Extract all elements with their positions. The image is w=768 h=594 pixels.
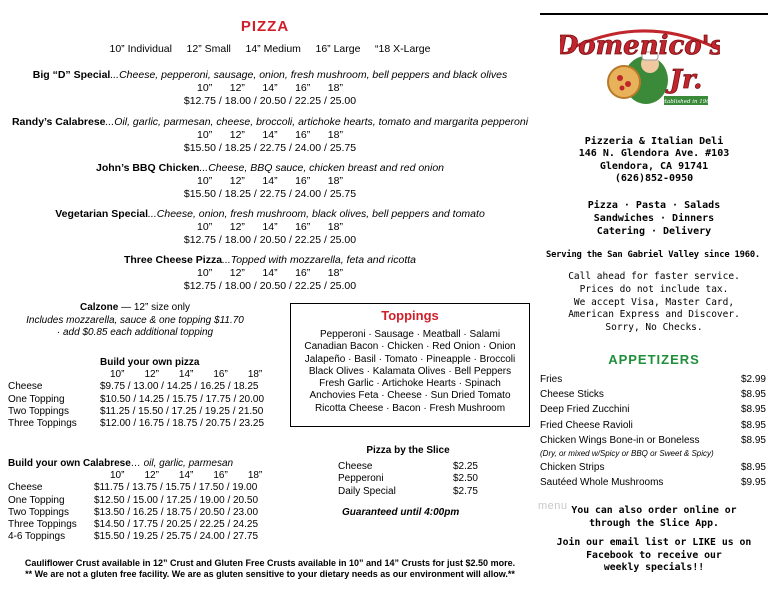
item-name: Sautéed Whole Mushrooms xyxy=(540,477,664,489)
size-label: 16” xyxy=(213,369,228,381)
list-item xyxy=(540,387,766,402)
item-desc: ...Cheese, onion, fresh mushroom, black olives, bell peppers and tomato xyxy=(148,208,485,220)
pizza-item xyxy=(0,69,540,108)
row-prices: $12.00 / 16.75 / 18.75 / 20.75 / 23.25 xyxy=(100,418,265,430)
item-sizes: 10” 12” 14” 16” 18” xyxy=(197,267,343,279)
join-line: Join our email list or LIKE us on xyxy=(556,537,752,548)
table-row xyxy=(8,394,264,406)
size-label: 10” xyxy=(110,369,125,381)
row-label: Two Toppings xyxy=(8,405,69,417)
item-prices: $15.50 / 18.25 / 22.75 / 24.00 / 25.75 xyxy=(183,142,357,154)
item-name: Vegetarian Special xyxy=(55,208,149,220)
list-item xyxy=(540,475,766,490)
item-sizes: 10” 12” 14” 16” 18” xyxy=(197,129,343,141)
row-prices: $15.50 / 19.25 / 25.75 / 24.00 / 27.75 xyxy=(94,531,259,543)
watermark: menu xyxy=(538,500,568,512)
footer-crust-note: Cauliflower Crust available in 12” Crust and Gluten Free Crusts available in 10” and 14” Crusts for just $2.50 more. xyxy=(24,558,516,568)
item-name: Chicken Wings Bone-in or Boneless xyxy=(540,434,700,446)
row-label: One Topping xyxy=(8,393,65,405)
pizza-item xyxy=(0,208,540,247)
toppings-list xyxy=(291,329,529,415)
item-prices: $12.75 / 18.00 / 20.50 / 22.25 / 25.00 xyxy=(183,95,357,107)
calzone-line2: · add $0.85 each additional topping xyxy=(56,327,214,338)
row-price: $2.50 xyxy=(452,473,478,484)
calzone-name: Calzone xyxy=(79,302,119,313)
contact-line: Pizzeria & Italian Deli xyxy=(584,136,724,147)
item-price: $8.95 xyxy=(740,389,766,401)
size-label: 12” xyxy=(144,470,159,482)
item-name: John’s BBQ Chicken xyxy=(95,162,200,174)
item-desc: ...Cheese, pepperoni, sausage, onion, fresh mushroom, bell peppers and black olives xyxy=(110,69,508,81)
services-line: Catering · Delivery xyxy=(596,226,712,237)
online-line: through the Slice App. xyxy=(589,517,719,529)
toppings-line: Pepperoni · Sausage · Meatball · Salami xyxy=(319,329,501,340)
row-label: Pepperoni xyxy=(338,473,384,484)
row-label: Three Toppings xyxy=(8,519,77,531)
size-label: 16” xyxy=(213,470,228,482)
row-label: Two Toppings xyxy=(8,506,69,518)
row-label: One Topping xyxy=(8,494,65,506)
toppings-line: Ricotta Cheese · Bacon · Fresh Mushroom xyxy=(314,402,506,414)
item-price: $8.95 xyxy=(740,404,766,416)
size-label: 18” xyxy=(247,470,263,482)
row-label: 4-6 Toppings xyxy=(8,531,66,543)
note-line: Prices do not include tax. xyxy=(579,283,729,295)
toppings-line: Canadian Bacon · Chicken · Red Onion · Onion xyxy=(304,341,516,353)
size-label: 12” xyxy=(144,369,159,381)
row-label: Cheese xyxy=(338,460,373,472)
pizza-sizes: 10” Individual 12” Small 14” Medium 16” Large “18 X-Large xyxy=(109,43,431,55)
calzone-line1: Includes mozzarella, sauce & one topping $11.70 xyxy=(26,314,244,326)
item-price: $8.95 xyxy=(740,461,766,473)
pizza-heading: PIZZA xyxy=(240,18,290,35)
toppings-line: Fresh Garlic · Artichoke Hearts · Spinach xyxy=(319,378,501,390)
appetizers-list xyxy=(540,372,766,490)
row-prices: $11.75 / 13.75 / 15.75 / 17.50 / 19.00 xyxy=(94,482,258,494)
byo-pizza-section xyxy=(8,357,264,430)
services-line: Pizza · Pasta · Salads xyxy=(587,200,721,211)
row-prices: $12.50 / 15.00 / 17.25 / 19.00 / 20.50 xyxy=(94,494,259,506)
pizza-item xyxy=(0,116,540,155)
item-prices: $12.75 / 18.00 / 20.50 / 22.25 / 25.00 xyxy=(183,280,357,292)
note-line: American Express and Discover. xyxy=(568,309,740,321)
item-desc: ...Topped with mozzarella, feta and ricotta xyxy=(222,254,416,266)
item-desc: ...Cheese, BBQ sauce, chicken breast and red onion xyxy=(199,162,445,174)
row-label: Daily Special xyxy=(338,485,396,497)
item-name: Cheese Sticks xyxy=(540,389,604,401)
item-name: Three Cheese Pizza xyxy=(123,254,223,266)
join-note xyxy=(540,537,768,575)
item-prices: $12.75 / 18.00 / 20.50 / 22.25 / 25.00 xyxy=(183,234,357,246)
item-price: $8.95 xyxy=(740,419,766,431)
table-row xyxy=(8,531,258,543)
list-item xyxy=(540,418,766,433)
contact-info xyxy=(540,136,768,185)
toppings-line: Black Olives · Kalamata Olives · Bell Peppers xyxy=(308,365,512,377)
calzone-section xyxy=(0,302,270,340)
item-price: $2.99 xyxy=(740,374,766,385)
table-row xyxy=(8,418,264,430)
logo xyxy=(560,20,720,112)
toppings-box xyxy=(290,303,530,427)
online-order-note xyxy=(540,505,768,530)
row-prices: $14.50 / 17.75 / 20.25 / 22.25 / 24.25 xyxy=(94,519,259,531)
store-notes xyxy=(540,271,768,335)
list-item xyxy=(540,402,766,417)
row-price: $2.25 xyxy=(452,460,478,472)
table-row xyxy=(8,381,264,393)
byo-pizza-title: Build your own pizza xyxy=(100,357,200,368)
table-row xyxy=(338,461,478,474)
table-row xyxy=(8,406,264,418)
note-line: Sorry, No Checks. xyxy=(605,322,703,334)
list-item xyxy=(540,460,766,475)
note-line: Call ahead for faster service. xyxy=(568,271,740,282)
online-line: You can also order online or xyxy=(571,505,737,516)
wings-note: (Dry, or mixed w/Spicy or BBQ or Sweet & Spicy) xyxy=(540,448,714,458)
slice-title: Pizza by the Slice xyxy=(366,445,450,456)
appetizers-heading: APPETIZERS xyxy=(608,352,700,367)
note-line: We accept Visa, Master Card, xyxy=(573,296,735,308)
logo-text: Domenico's xyxy=(560,31,720,61)
row-prices: $13.50 / 16.25 / 18.75 / 20.50 / 23.00 xyxy=(94,506,259,518)
services-list xyxy=(540,199,768,238)
row-prices: $9.75 / 13.00 / 14.25 / 16.25 / 18.25 xyxy=(100,381,259,393)
pizza-item xyxy=(0,162,540,201)
table-row xyxy=(8,519,258,531)
table-row xyxy=(338,473,478,486)
row-prices: $10.50 / 14.25 / 15.75 / 17.75 / 20.00 xyxy=(100,393,265,405)
size-label: 14” xyxy=(178,369,194,381)
join-line: weekly specials!! xyxy=(603,562,705,573)
logo-est: established in 1960 xyxy=(658,99,714,105)
item-name: Big “D” Special xyxy=(32,69,111,81)
item-price: $8.95 xyxy=(740,434,766,446)
row-label: Three Toppings xyxy=(8,418,77,430)
row-label: Cheese xyxy=(8,381,43,393)
item-name: Deep Fried Zucchini xyxy=(540,404,630,416)
list-item xyxy=(540,433,766,448)
size-label: 10” xyxy=(110,470,125,482)
table-row xyxy=(338,486,478,499)
slice-guarantee: Guaranteed until 4:00pm xyxy=(342,507,460,518)
table-row xyxy=(8,482,258,494)
footer-gluten-note: ** We are not a gluten free facility. We are as gluten sensitive to your dietary needs as our environment will allow.** xyxy=(25,569,515,579)
byo-calabrese-desc: … oil, garlic, parmesan xyxy=(130,458,234,469)
services-line: Sandwiches · Dinners xyxy=(593,213,715,224)
list-item xyxy=(540,372,766,387)
byo-calabrese-section xyxy=(8,458,262,543)
row-label: Cheese xyxy=(8,482,43,494)
logo-graphic xyxy=(560,20,720,112)
slice-table xyxy=(338,461,478,499)
item-name: Fried Cheese Ravioli xyxy=(540,419,633,431)
byo-calabrese-title: Build your own Calabrese xyxy=(8,458,131,469)
item-sizes: 10” 12” 14” 16” 18” xyxy=(197,221,343,233)
byo-pizza-sizes xyxy=(8,369,264,381)
logo-sub: Jr. xyxy=(669,65,703,95)
contact-line: (626)852-0950 xyxy=(614,172,694,184)
contact-line: 146 N. Glendora Ave. #103 xyxy=(578,148,730,160)
item-desc: ...Oil, garlic, parmesan, cheese, broccoli, artichoke hearts, tomato and margarita pepperoni xyxy=(105,116,529,128)
item-name: Randy’s Calabrese xyxy=(11,116,106,128)
slice-section xyxy=(338,445,488,520)
join-line: Facebook to receive our xyxy=(586,549,722,561)
toppings-title: Toppings xyxy=(381,308,439,323)
item-sizes: 10” 12” 14” 16” 18” xyxy=(197,175,343,187)
serving-line: Serving the San Gabriel Valley since 1960. xyxy=(545,250,761,260)
calzone-size: — 12” size only xyxy=(118,302,191,313)
toppings-line: Anchovies Feta · Cheese · Sun Dried Tomato xyxy=(309,390,511,402)
item-price: $9.95 xyxy=(740,477,766,489)
size-label: 14” xyxy=(178,470,194,482)
table-row xyxy=(8,495,258,507)
row-prices: $11.25 / 15.50 / 17.25 / 19.25 / 21.50 xyxy=(100,405,264,417)
item-name: Chicken Strips xyxy=(540,461,605,473)
item-prices: $15.50 / 18.25 / 22.75 / 24.00 / 25.75 xyxy=(183,188,357,200)
item-name: Fries xyxy=(540,374,563,385)
row-price: $2.75 xyxy=(452,485,478,497)
contact-line: Glendora, CA 91741 xyxy=(599,160,709,172)
top-divider xyxy=(540,13,768,15)
pizza-item xyxy=(0,254,540,293)
byo-calabrese-sizes xyxy=(8,470,262,482)
size-label: 18” xyxy=(247,369,263,381)
byo-pizza-table xyxy=(8,381,264,430)
byo-calabrese-table xyxy=(8,482,258,543)
item-sizes: 10” 12” 14” 16” 18” xyxy=(197,82,343,94)
table-row xyxy=(8,507,258,519)
toppings-line: Jalapeño · Basil · Tomato · Pineapple · Broccoli xyxy=(304,353,516,365)
